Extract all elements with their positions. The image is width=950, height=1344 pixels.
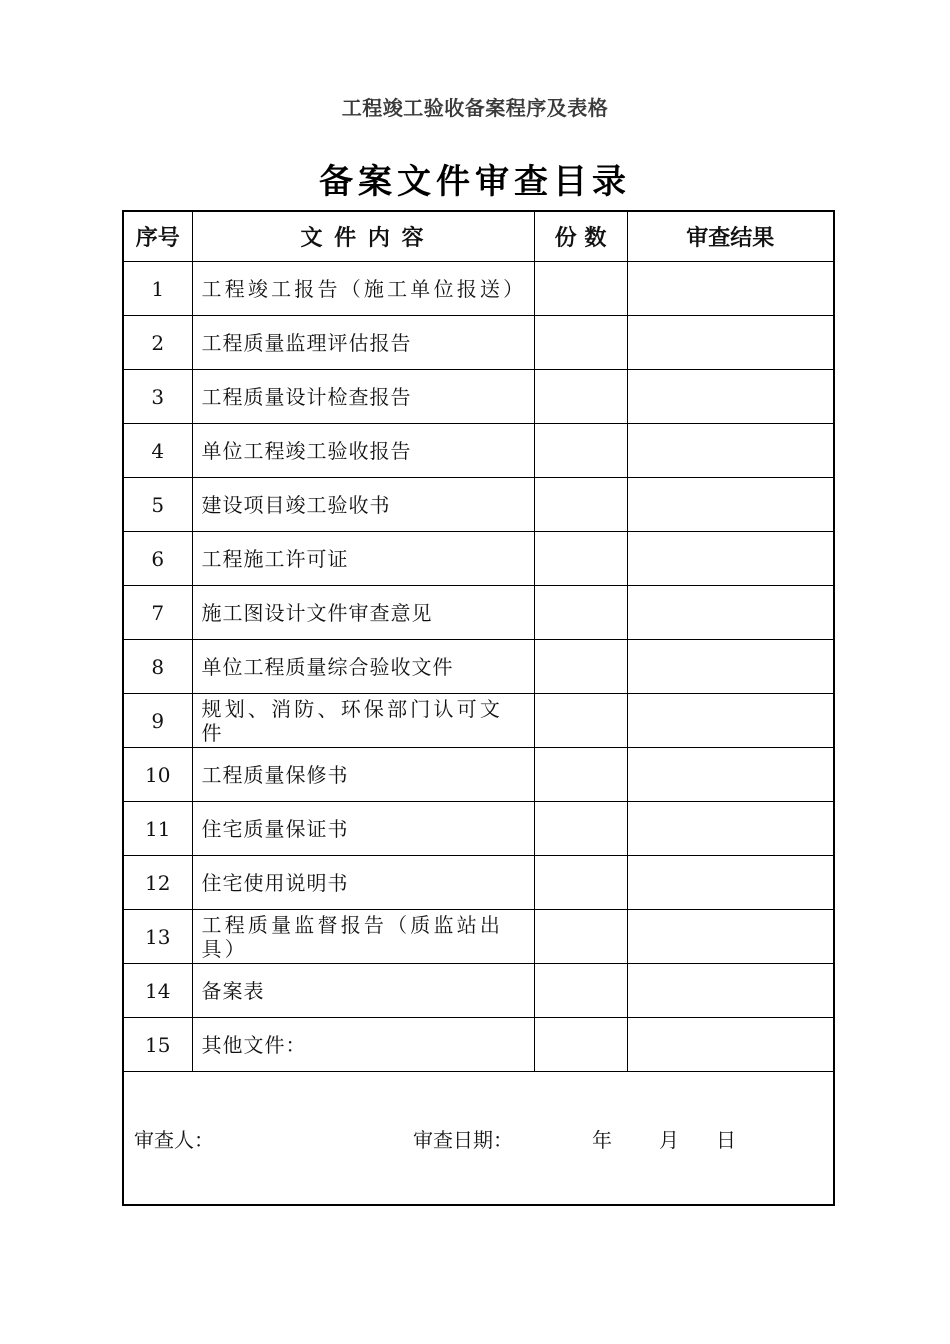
table-row — [123, 262, 834, 316]
row-copies — [534, 370, 627, 424]
row-number: 7 — [123, 586, 192, 640]
row-number: 12 — [123, 856, 192, 910]
row-content: 工程竣工报告（施工单位报送） — [192, 262, 534, 316]
row-number: 8 — [123, 640, 192, 694]
table-row — [123, 856, 834, 910]
row-copies — [534, 964, 627, 1018]
row-content: 建设项目竣工验收书 — [192, 478, 534, 532]
reviewer-label: 审查人： — [134, 1128, 214, 1152]
row-result — [627, 856, 834, 910]
column-header-number: 序号 — [123, 211, 192, 262]
row-copies — [534, 640, 627, 694]
row-result — [627, 262, 834, 316]
row-copies — [534, 856, 627, 910]
row-content: 工程质量保修书 — [192, 748, 534, 802]
table-row — [123, 370, 834, 424]
row-result — [627, 748, 834, 802]
row-number: 9 — [123, 694, 192, 748]
signature-cell — [123, 1072, 834, 1206]
row-result — [627, 424, 834, 478]
table-row — [123, 910, 834, 964]
column-header-content: 文 件 内 容 — [192, 211, 534, 262]
row-result — [627, 532, 834, 586]
row-result — [627, 910, 834, 964]
review-date-label: 审查日期： — [413, 1128, 513, 1152]
row-copies — [534, 910, 627, 964]
review-table — [122, 210, 835, 1206]
signature-row — [123, 1072, 834, 1206]
document-header: 工程竣工验收备案程序及表格 — [341, 96, 609, 120]
row-number: 4 — [123, 424, 192, 478]
table-row — [123, 1018, 834, 1072]
row-number: 15 — [123, 1018, 192, 1072]
row-content: 工程质量监理评估报告 — [192, 316, 534, 370]
row-content: 工程质量监督报告（质监站出具） — [192, 910, 534, 964]
row-copies — [534, 262, 627, 316]
row-content: 单位工程质量综合验收文件 — [192, 640, 534, 694]
row-content: 备案表 — [192, 964, 534, 1018]
row-number: 10 — [123, 748, 192, 802]
row-result — [627, 586, 834, 640]
row-number: 3 — [123, 370, 192, 424]
table-row — [123, 964, 834, 1018]
row-number: 2 — [123, 316, 192, 370]
row-number: 5 — [123, 478, 192, 532]
table-row — [123, 532, 834, 586]
table-header-row — [123, 211, 834, 262]
row-content: 施工图设计文件审查意见 — [192, 586, 534, 640]
row-result — [627, 802, 834, 856]
table-row — [123, 316, 834, 370]
row-copies — [534, 316, 627, 370]
table-row — [123, 802, 834, 856]
table-row — [123, 748, 834, 802]
document-title: 备案文件审查目录 — [319, 162, 631, 202]
table-row — [123, 586, 834, 640]
table-row — [123, 424, 834, 478]
row-result — [627, 316, 834, 370]
row-copies — [534, 802, 627, 856]
year-label: 年 — [592, 1128, 612, 1152]
row-number: 14 — [123, 964, 192, 1018]
row-number: 1 — [123, 262, 192, 316]
row-result — [627, 370, 834, 424]
row-result — [627, 478, 834, 532]
month-label: 月 — [659, 1128, 679, 1152]
column-header-result: 审查结果 — [627, 211, 834, 262]
row-content: 工程质量设计检查报告 — [192, 370, 534, 424]
row-copies — [534, 1018, 627, 1072]
row-result — [627, 640, 834, 694]
column-header-copies: 份 数 — [534, 211, 627, 262]
row-number: 6 — [123, 532, 192, 586]
row-number: 11 — [123, 802, 192, 856]
row-result — [627, 694, 834, 748]
row-content: 住宅质量保证书 — [192, 802, 534, 856]
table-row — [123, 478, 834, 532]
row-copies — [534, 748, 627, 802]
table-row — [123, 640, 834, 694]
row-content: 规划、消防、环保部门认可文件 — [192, 694, 534, 748]
day-label: 日 — [716, 1128, 736, 1152]
row-copies — [534, 478, 627, 532]
row-content: 工程施工许可证 — [192, 532, 534, 586]
table-row — [123, 694, 834, 748]
row-content: 其他文件： — [192, 1018, 534, 1072]
row-result — [627, 964, 834, 1018]
row-copies — [534, 424, 627, 478]
row-content: 单位工程竣工验收报告 — [192, 424, 534, 478]
row-copies — [534, 586, 627, 640]
row-copies — [534, 694, 627, 748]
row-content: 住宅使用说明书 — [192, 856, 534, 910]
row-copies — [534, 532, 627, 586]
row-number: 13 — [123, 910, 192, 964]
row-result — [627, 1018, 834, 1072]
